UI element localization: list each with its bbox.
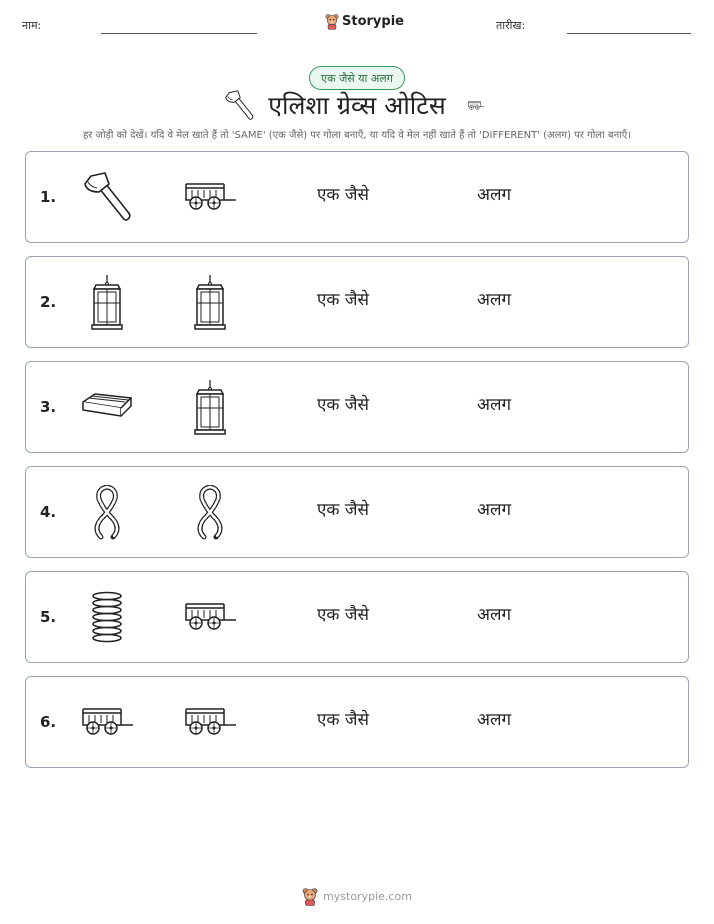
brand-logo xyxy=(325,13,404,30)
worksheet-type-badge: एक जैसे या अलग xyxy=(309,66,405,90)
different-option[interactable]: अलग xyxy=(477,395,512,415)
question-row xyxy=(25,151,689,243)
different-option[interactable]: अलग xyxy=(477,500,512,520)
footer-url[interactable]: mystorypie.com xyxy=(323,890,412,903)
cart-icon xyxy=(460,97,492,115)
cart-icon xyxy=(182,695,238,751)
rope-icon xyxy=(79,485,135,541)
question-row xyxy=(25,676,689,768)
axe-icon xyxy=(79,170,135,226)
same-option[interactable]: एक जैसे xyxy=(317,710,369,730)
different-option[interactable]: अलग xyxy=(477,605,512,625)
cart-icon xyxy=(182,170,238,226)
rope-icon xyxy=(182,485,238,541)
lantern-icon xyxy=(182,275,238,331)
cart-icon xyxy=(182,590,238,646)
bear-logo-icon xyxy=(302,887,318,906)
same-option[interactable]: एक जैसे xyxy=(317,500,369,520)
question-number: 2. xyxy=(40,293,57,311)
footer xyxy=(0,887,714,906)
same-option[interactable]: एक जैसे xyxy=(317,185,369,205)
date-label: तारीख: xyxy=(496,19,526,32)
question-number: 4. xyxy=(40,503,57,521)
same-option[interactable]: एक जैसे xyxy=(317,395,369,415)
lantern-icon xyxy=(79,275,135,331)
same-option[interactable]: एक जैसे xyxy=(317,290,369,310)
question-number: 5. xyxy=(40,608,57,626)
question-row xyxy=(25,571,689,663)
cart-icon xyxy=(79,695,135,751)
different-option[interactable]: अलग xyxy=(477,290,512,310)
lantern-icon xyxy=(182,380,238,436)
crate-icon xyxy=(79,380,135,436)
same-option[interactable]: एक जैसे xyxy=(317,605,369,625)
name-line[interactable] xyxy=(101,33,257,34)
name-label: नाम: xyxy=(22,19,42,32)
bear-logo-icon xyxy=(325,13,339,30)
instructions: हर जोड़ी को देखें। यदि वे मेल खाते हैं तो 'SAME' (एक जैसे) पर गोला बनाएँ, या यदि वे मेल नहीं खाते हैं तो 'DIFFERENT' (अलग) पर गोला बनाएँ। xyxy=(82,130,632,141)
spring-icon xyxy=(79,590,135,646)
brand-name: Storypie xyxy=(342,14,404,29)
question-number: 6. xyxy=(40,713,57,731)
different-option[interactable]: अलग xyxy=(477,710,512,730)
question-row xyxy=(25,361,689,453)
question-number: 3. xyxy=(40,398,57,416)
different-option[interactable]: अलग xyxy=(477,185,512,205)
question-row xyxy=(25,466,689,558)
question-number: 1. xyxy=(40,188,57,206)
question-row xyxy=(25,256,689,348)
page-title: एलिशा ग्रेव्स ओटिस xyxy=(268,91,446,120)
date-line[interactable] xyxy=(567,33,691,34)
